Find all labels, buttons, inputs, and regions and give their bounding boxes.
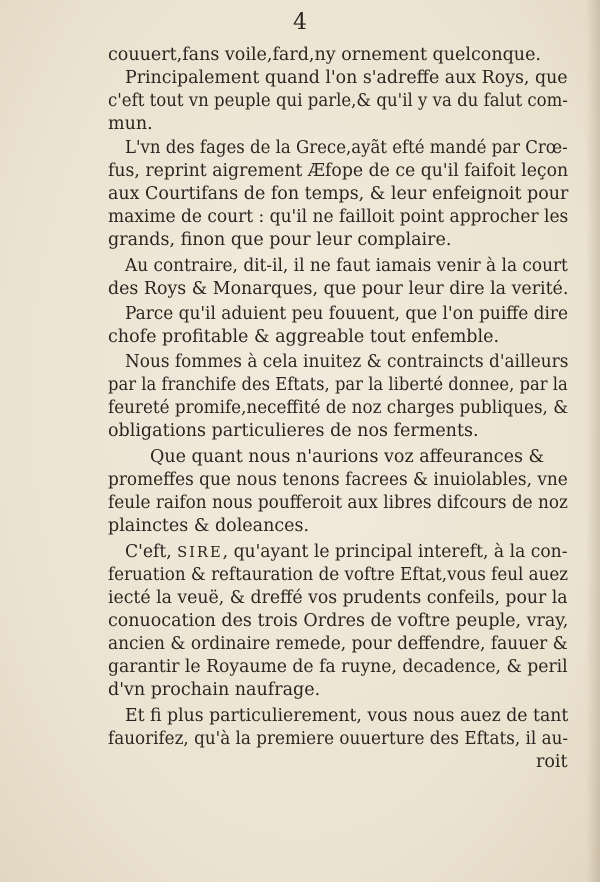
text-line: c'eft tout vn peuple qui parle,& qu'il y va du falut com- xyxy=(108,91,568,111)
text-line: Principalement quand l'on s'adreffe aux Roys, que xyxy=(125,68,568,88)
text-line: roit xyxy=(536,752,568,772)
text-line: d'vn prochain naufrage. xyxy=(108,680,321,700)
text-line: obligations particulieres de nos ferments. xyxy=(108,421,479,441)
text-line: maxime de court : qu'il ne failloit point approcher les xyxy=(108,207,569,227)
text-line: fus, reprint aigrement Æfope de ce qu'il faifoit leçon xyxy=(108,161,569,181)
page-edge-shadow xyxy=(586,0,600,882)
text-segment: C'eft, xyxy=(125,542,178,562)
text-line: des Roys & Monarques, que pour leur dire la verité. xyxy=(108,279,569,299)
text-line: conuocation des trois Ordres de voftre peuple, vray, xyxy=(108,611,569,631)
text-segment: , qu'ayant le principal intereft, à la con- xyxy=(222,542,568,562)
text-line: promeffes que nous tenons facrees & inuiolables, vne xyxy=(108,470,568,490)
text-line: garantir le Royaume de fa ruyne, decadence, & peril xyxy=(108,657,568,677)
text-line: par la franchife des Eftats, par la liberté donnee, par la xyxy=(108,375,568,395)
text-line: Et fi plus particulierement, vous nous auez de tant xyxy=(125,706,569,726)
text-line: iecté la veuë, & dreffé vos prudents confeils, pour la xyxy=(108,588,568,608)
text-line: ancien & ordinaire remede, pour deffendre, fauuer & xyxy=(108,634,568,654)
text-line: Nous fommes à cela inuitez & contraincts d'ailleurs xyxy=(125,352,569,372)
text-line: plainctes & doleances. xyxy=(108,516,310,536)
text-line: aux Courtifans de fon temps, & leur enfeignoit pour xyxy=(108,184,569,204)
text-line: mun. xyxy=(108,114,153,134)
text-line: feruation & reftauration de voftre Eftat,vous feul auez xyxy=(108,565,569,585)
page-number: 4 xyxy=(293,10,307,35)
text-line: feureté promife,neceffité de noz charges publiques, & xyxy=(108,398,569,418)
text-line-sire xyxy=(125,541,568,563)
text-line: Que quant nous n'aurions voz affeurances & xyxy=(150,447,545,467)
small-caps-sire: SIRE xyxy=(177,543,223,561)
text-line: Parce qu'il aduient peu fouuent, que l'on puiffe dire xyxy=(125,304,569,324)
text-line: couuert,fans voile,fard,ny ornement quelconque. xyxy=(108,45,541,65)
text-line: chofe profitable & aggreable tout enfemble. xyxy=(108,327,500,347)
text-line: L'vn des fages de la Grece,ayãt efté mandé par Crœ- xyxy=(125,138,568,158)
text-line: fauorifez, qu'à la premiere ouuerture des Eftats, il au- xyxy=(108,729,569,749)
text-line: feule raifon nous poufferoit aux libres difcours de noz xyxy=(108,493,568,513)
text-line: Au contraire, dit-il, il ne faut iamais venir à la court xyxy=(125,256,568,276)
text-line: grands, finon que pour leur complaire. xyxy=(108,230,452,250)
